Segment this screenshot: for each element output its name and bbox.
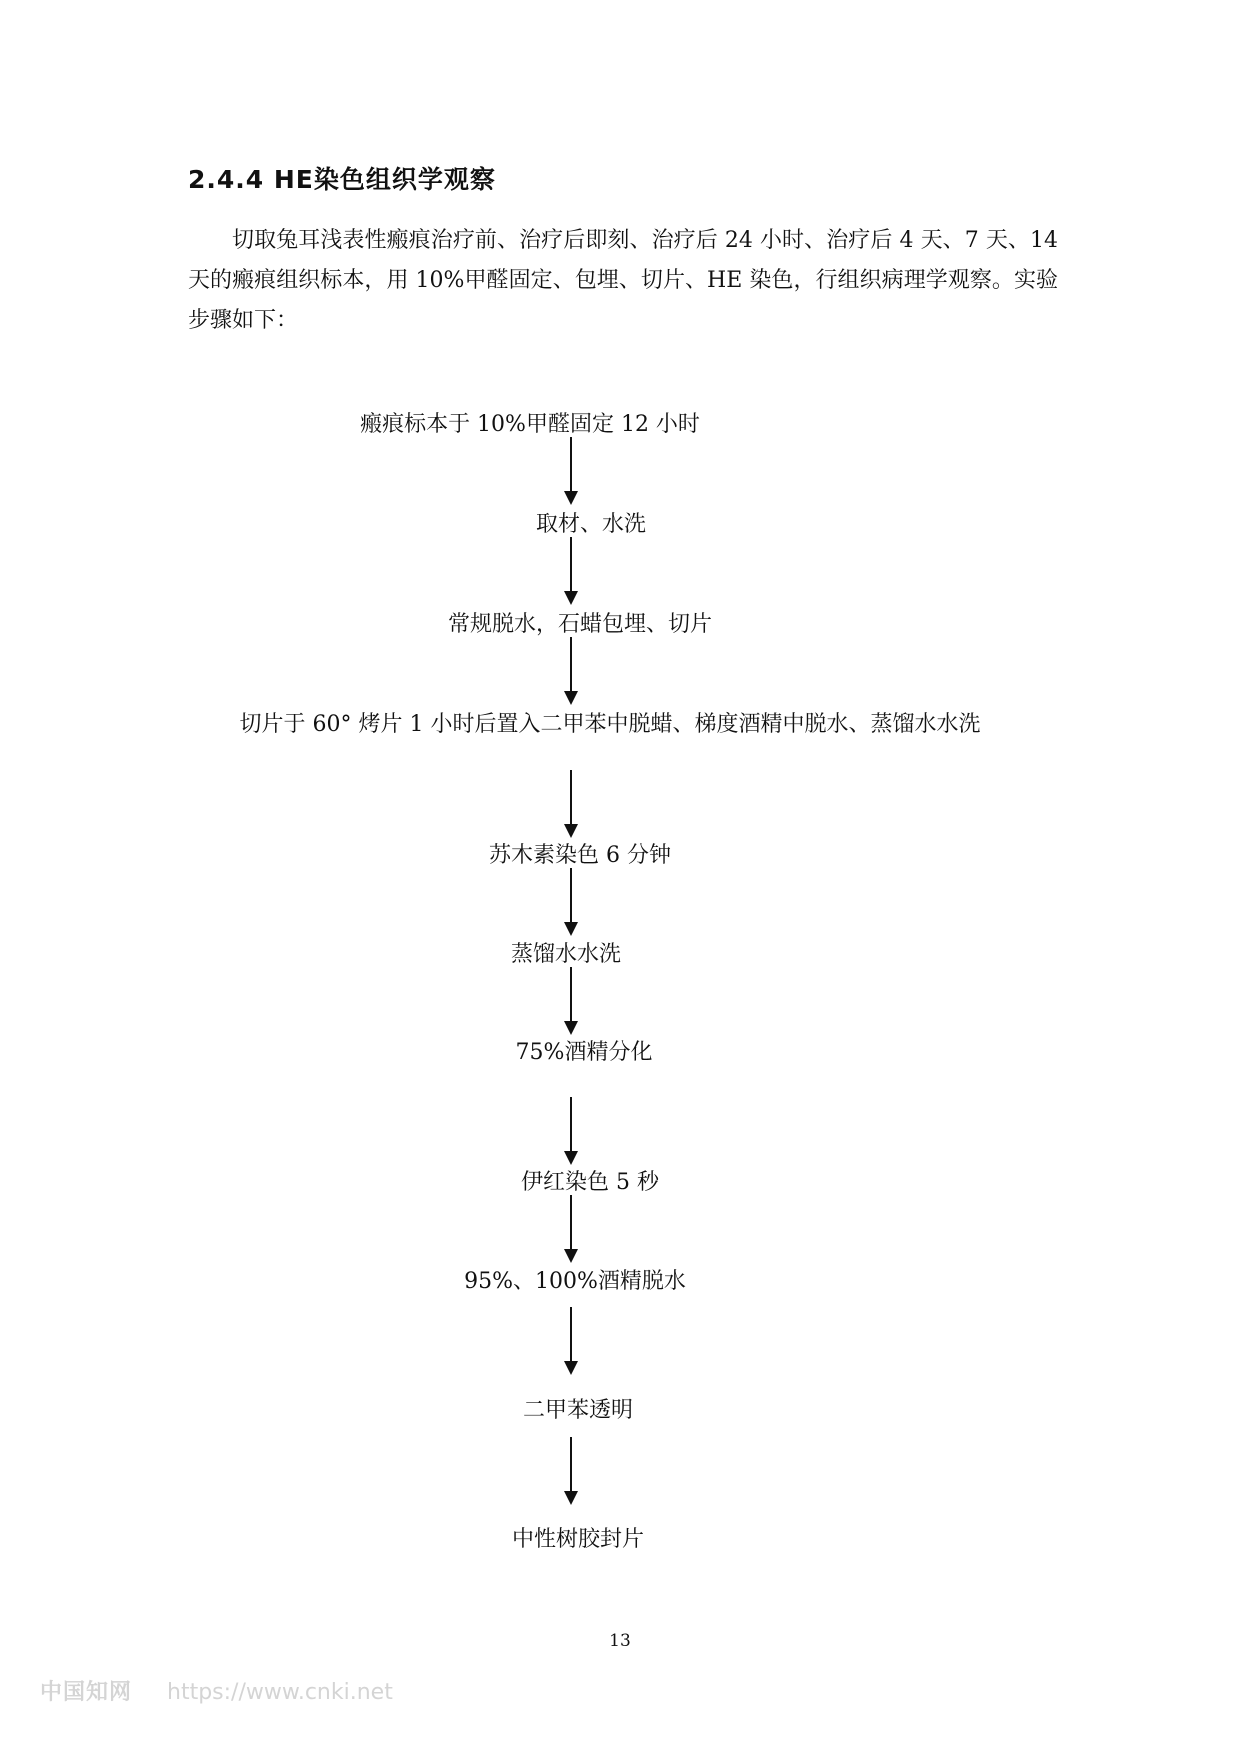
flow-step-10: 二甲苯透明: [522, 1398, 634, 1423]
flow-step-11: 中性树胶封片: [511, 1527, 645, 1552]
flow-arrow-3: [564, 637, 578, 705]
flow-arrow-8: [564, 1195, 578, 1263]
flow-arrow-5: [564, 868, 578, 936]
flow-step-2: 取材、水洗: [535, 512, 647, 537]
flow-step-5: 苏木素染色 6 分钟: [489, 843, 671, 868]
flow-step-7: 75%酒精分化: [515, 1040, 653, 1065]
section-heading: 2.4.4 HE染色组织学观察: [188, 165, 496, 194]
intro-paragraph: 切取兔耳浅表性瘢痕治疗前、治疗后即刻、治疗后 24 小时、治疗后 4 天、7 天、14 天的瘢痕组织标本，用 10%甲醛固定、包埋、切片、HE 染色，行组织病理学观察。实验步骤如下：: [188, 228, 1058, 333]
flow-arrow-9: [564, 1307, 578, 1375]
flow-arrow-7: [564, 1097, 578, 1165]
cnki-logo: 中国知网: [40, 1680, 133, 1705]
flow-arrow-2: [564, 537, 578, 605]
cnki-url[interactable]: https://www.cnki.net: [167, 1680, 393, 1705]
flow-step-3: 常规脱水，石蜡包埋、切片: [447, 612, 713, 637]
flow-step-8: 伊红染色 5 秒: [521, 1170, 659, 1195]
flow-step-9: 95%、100%酒精脱水: [464, 1269, 686, 1294]
flow-arrow-6: [564, 967, 578, 1035]
flow-step-6: 蒸馏水水洗: [510, 942, 622, 967]
page-number: 13: [609, 1631, 631, 1651]
watermark: [40, 1675, 393, 1706]
flow-arrow-10: [564, 1437, 578, 1505]
flow-arrow-1: [564, 437, 578, 505]
flow-step-4: 切片于 60° 烤片 1 小时后置入二甲苯中脱蜡、梯度酒精中脱水、蒸馏水水洗: [239, 712, 981, 737]
flow-step-1: 瘢痕标本于 10%甲醛固定 12 小时: [360, 412, 700, 437]
flow-arrow-4: [564, 770, 578, 838]
